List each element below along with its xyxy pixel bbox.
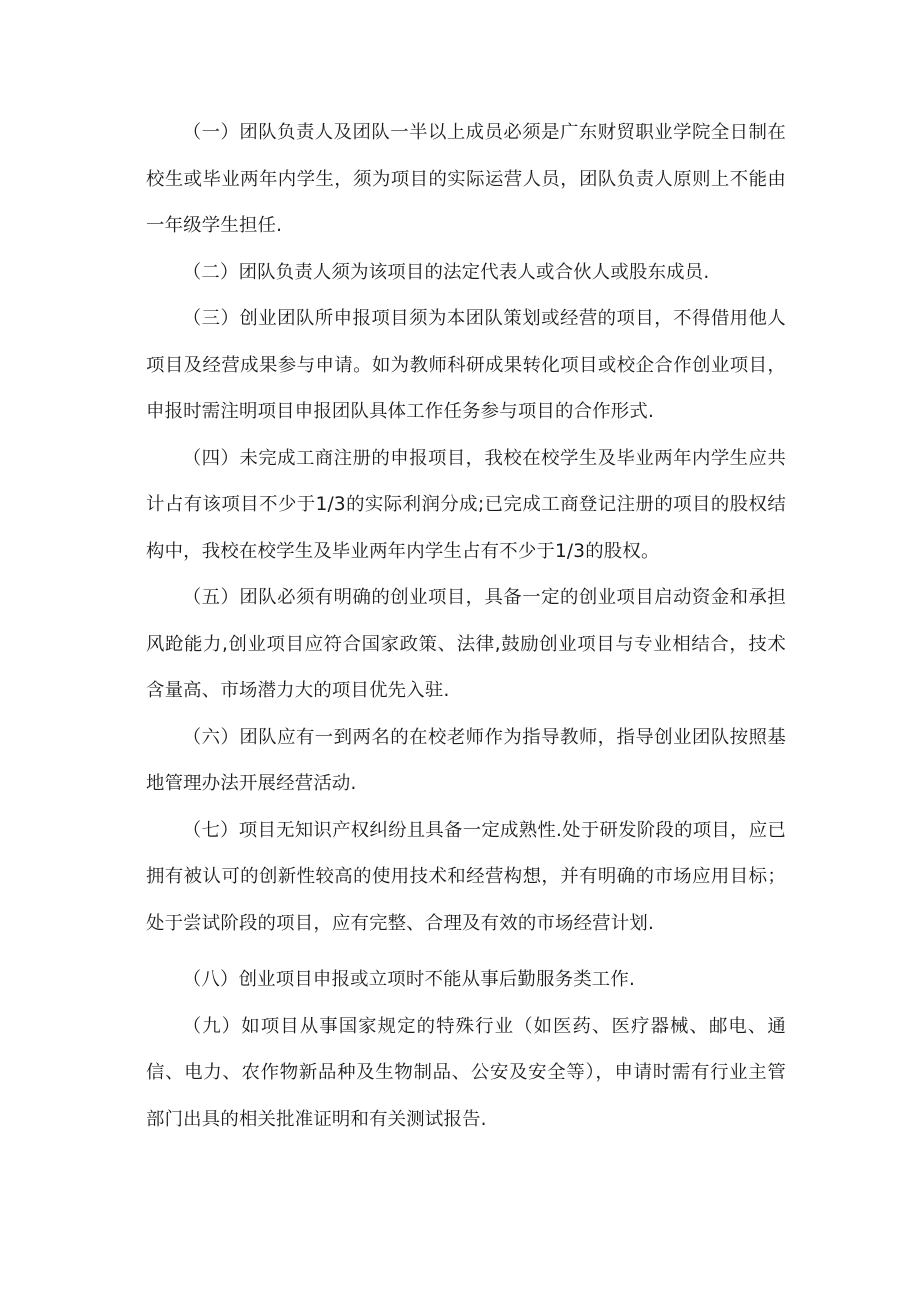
document-body (146, 110, 786, 1143)
paragraph-requirement-2: （二）团队负责人须为该项目的法定代表人或合伙人或股东成员. (182, 261, 710, 283)
paragraph-requirement-5: （五）团队必须有明确的创业项目，具备一定的创业项目启动资金和承担风跄能力,创业项目应符合国家政策、法律,鼓励创业项目与专业相结合，技术含量高、市场潜力大的项目优先入驻. (146, 587, 786, 701)
paragraph-requirement-7: （七）项目无知识产权纠纷且具备一定成熟性.处于研发阶段的项目，应已拥有被认可的创新性较高的使用技术和经营构想，并有明确的市场应用目标；处于尝试阶段的项目，应有完整、合理及有效的市场经营计划. (146, 819, 786, 934)
paragraph-requirement-1: （一）团队负责人及团队一半以上成员必须是广东财贸职业学院全日制在校生或毕业两年内学生，须为项目的实际运营人员，团队负责人原则上不能由一年级学生担任. (146, 122, 786, 236)
paragraph-requirement-8: （八）创业项目申报或立项时不能从事后勤服务类工作. (182, 969, 636, 990)
paragraph-requirement-6: （六）团队应有一到两名的在校老师作为指导教师，指导创业团队按照基地管理办法开展经营活动. (146, 726, 786, 794)
paragraph-requirement-3: （三）创业团队所申报项目须为本团队策划或经营的项目，不得借用他人项目及经营成果参与申请。如为教师科研成果转化项目或校企合作创业项目，申报时需注明项目申报团队具体工作任务参与项目的合作形式. (146, 308, 786, 422)
paragraph-requirement-4: （四）未完成工商注册的申报项目，我校在校学生及毕业两年内学生应共计占有该项目不少于1/3的实际利润分成;已完成工商登记注册的项目的股权结构中，我校在校学生及毕业两年内学生占有不少于1/3的股权。 (146, 447, 786, 562)
paragraph-requirement-9: （九）如项目从事国家规定的特殊行业（如医药、医疗器械、邮电、通信、电力、农作物新品种及生物制品、公安及安全等），申请时需有行业主管部门出具的相关批准证明和有关测试报告. (146, 1015, 786, 1130)
